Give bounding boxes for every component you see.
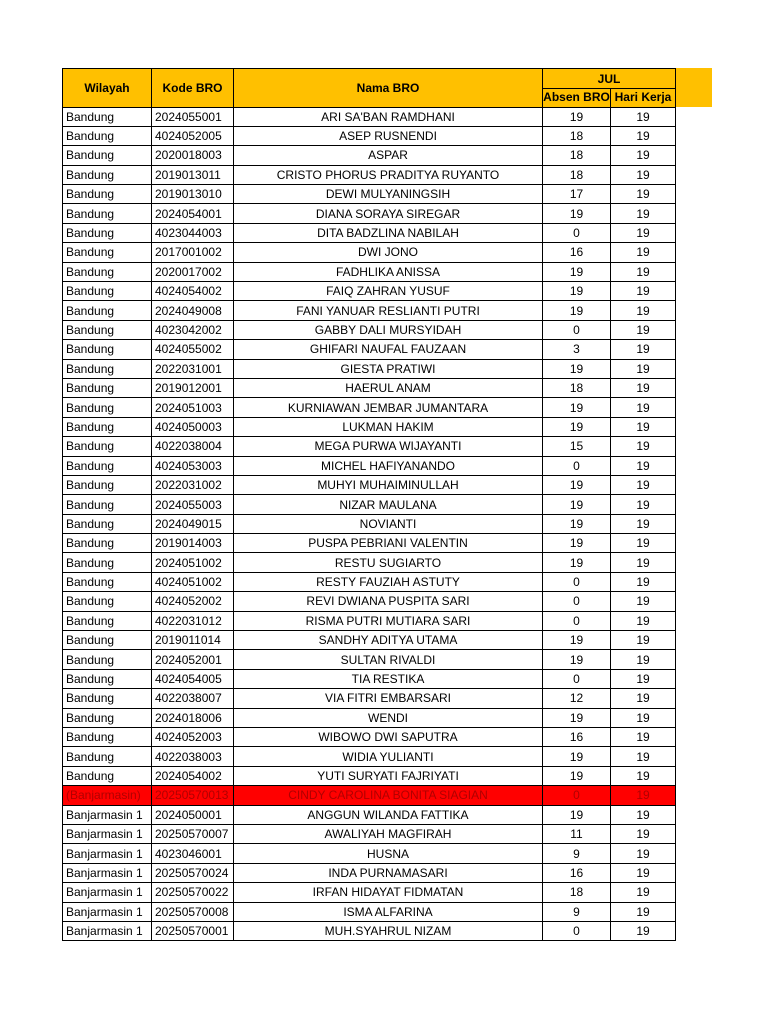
- cell-nama-bro[interactable]: NOVIANTI: [234, 514, 543, 533]
- table-row: [63, 282, 676, 301]
- cell-hari-kerja[interactable]: 19: [611, 883, 676, 902]
- table-row: [63, 572, 676, 591]
- table-row: [63, 631, 676, 650]
- cell-nama-bro[interactable]: SANDHY ADITYA UTAMA: [234, 631, 543, 650]
- cell-nama-bro[interactable]: IRFAN HIDAYAT FIDMATAN: [234, 883, 543, 902]
- attendance-table: [62, 68, 676, 941]
- cell-wilayah[interactable]: Bandung: [63, 165, 152, 184]
- cell-kode-bro[interactable]: 2024054001: [152, 204, 234, 223]
- cell-absen-bro[interactable]: 19: [543, 650, 611, 669]
- table-row: [63, 456, 676, 475]
- cell-hari-kerja[interactable]: 19: [611, 475, 676, 494]
- cell-absen-bro[interactable]: 9: [543, 844, 611, 863]
- cell-wilayah[interactable]: Bandung: [63, 689, 152, 708]
- cell-wilayah[interactable]: Bandung: [63, 126, 152, 145]
- cell-absen-bro[interactable]: 19: [543, 204, 611, 223]
- cell-wilayah[interactable]: Bandung: [63, 708, 152, 727]
- cell-absen-bro[interactable]: 19: [543, 534, 611, 553]
- cell-wilayah[interactable]: Bandung: [63, 456, 152, 475]
- cell-nama-bro[interactable]: DITA BADZLINA NABILAH: [234, 223, 543, 242]
- cell-absen-bro[interactable]: 19: [543, 495, 611, 514]
- cell-absen-bro[interactable]: 19: [543, 359, 611, 378]
- cell-nama-bro[interactable]: REVI DWIANA PUSPITA SARI: [234, 592, 543, 611]
- cell-hari-kerja[interactable]: 19: [611, 301, 676, 320]
- cell-wilayah[interactable]: Bandung: [63, 669, 152, 688]
- cell-wilayah[interactable]: Bandung: [63, 417, 152, 436]
- cell-absen-bro[interactable]: 0: [543, 456, 611, 475]
- cell-absen-bro[interactable]: 18: [543, 165, 611, 184]
- cell-wilayah[interactable]: Banjarmasin 1: [63, 863, 152, 882]
- table-row: [63, 669, 676, 688]
- header-wilayah[interactable]: Wilayah: [63, 69, 152, 108]
- cell-wilayah[interactable]: Bandung: [63, 650, 152, 669]
- table-row: [63, 708, 676, 727]
- cell-nama-bro[interactable]: SULTAN RIVALDI: [234, 650, 543, 669]
- cell-wilayah[interactable]: Bandung: [63, 766, 152, 785]
- header-nama-bro[interactable]: Nama BRO: [234, 69, 543, 108]
- table-row: [63, 320, 676, 339]
- table-row: [63, 650, 676, 669]
- cell-kode-bro[interactable]: 4023046001: [152, 844, 234, 863]
- cell-wilayah[interactable]: Bandung: [63, 185, 152, 204]
- cell-wilayah[interactable]: Bandung: [63, 475, 152, 494]
- cell-hari-kerja[interactable]: 19: [611, 553, 676, 572]
- table-row: [63, 301, 676, 320]
- cell-kode-bro[interactable]: 2019014003: [152, 534, 234, 553]
- table-row: [63, 824, 676, 843]
- cell-kode-bro[interactable]: 2019013010: [152, 185, 234, 204]
- cell-nama-bro[interactable]: ASPAR: [234, 146, 543, 165]
- cell-wilayah[interactable]: Bandung: [63, 592, 152, 611]
- cell-kode-bro[interactable]: 20250570001: [152, 921, 234, 940]
- cell-nama-bro[interactable]: MICHEL HAFIYANANDO: [234, 456, 543, 475]
- table-row: [63, 592, 676, 611]
- cell-wilayah[interactable]: Banjarmasin 1: [63, 805, 152, 824]
- cell-wilayah[interactable]: Bandung: [63, 107, 152, 126]
- cell-absen-bro[interactable]: 0: [543, 320, 611, 339]
- cell-kode-bro[interactable]: 2019011014: [152, 631, 234, 650]
- table-row: [63, 185, 676, 204]
- table-row: [63, 553, 676, 572]
- header-fill-extension: [676, 68, 712, 107]
- cell-absen-bro[interactable]: 19: [543, 417, 611, 436]
- cell-kode-bro[interactable]: 4024051002: [152, 572, 234, 591]
- table-row: [63, 475, 676, 494]
- cell-wilayah[interactable]: Bandung: [63, 728, 152, 747]
- cell-absen-bro[interactable]: 16: [543, 863, 611, 882]
- cell-hari-kerja[interactable]: 19: [611, 282, 676, 301]
- cell-absen-bro[interactable]: 17: [543, 185, 611, 204]
- cell-hari-kerja[interactable]: 19: [611, 437, 676, 456]
- cell-hari-kerja[interactable]: 19: [611, 786, 676, 805]
- cell-hari-kerja[interactable]: 19: [611, 359, 676, 378]
- cell-absen-bro[interactable]: 19: [543, 398, 611, 417]
- cell-kode-bro[interactable]: 2024055001: [152, 107, 234, 126]
- cell-wilayah[interactable]: Bandung: [63, 747, 152, 766]
- cell-absen-bro[interactable]: 19: [543, 708, 611, 727]
- table-row: [63, 262, 676, 281]
- cell-wilayah[interactable]: Bandung: [63, 223, 152, 242]
- cell-hari-kerja[interactable]: 19: [611, 747, 676, 766]
- cell-hari-kerja[interactable]: 19: [611, 495, 676, 514]
- cell-wilayah[interactable]: Bandung: [63, 631, 152, 650]
- cell-absen-bro[interactable]: 18: [543, 378, 611, 397]
- cell-nama-bro[interactable]: LUKMAN HAKIM: [234, 417, 543, 436]
- cell-nama-bro[interactable]: ANGGUN WILANDA FATTIKA: [234, 805, 543, 824]
- table-row: [63, 146, 676, 165]
- cell-hari-kerja[interactable]: 19: [611, 669, 676, 688]
- table-row: [63, 204, 676, 223]
- cell-nama-bro[interactable]: RESTU SUGIARTO: [234, 553, 543, 572]
- cell-nama-bro[interactable]: RESTY FAUZIAH ASTUTY: [234, 572, 543, 591]
- table-row: [63, 902, 676, 921]
- cell-kode-bro[interactable]: 4023042002: [152, 320, 234, 339]
- cell-absen-bro[interactable]: 19: [543, 514, 611, 533]
- cell-hari-kerja[interactable]: 19: [611, 844, 676, 863]
- cell-wilayah[interactable]: Bandung: [63, 534, 152, 553]
- cell-hari-kerja[interactable]: 19: [611, 631, 676, 650]
- table-row: [63, 340, 676, 359]
- cell-wilayah[interactable]: Bandung: [63, 146, 152, 165]
- cell-wilayah[interactable]: Bandung: [63, 437, 152, 456]
- header-kode-bro[interactable]: Kode BRO: [152, 69, 234, 108]
- cell-absen-bro[interactable]: 19: [543, 631, 611, 650]
- cell-kode-bro[interactable]: 4023044003: [152, 223, 234, 242]
- cell-hari-kerja[interactable]: 19: [611, 262, 676, 281]
- cell-nama-bro[interactable]: DIANA SORAYA SIREGAR: [234, 204, 543, 223]
- cell-hari-kerja[interactable]: 19: [611, 766, 676, 785]
- cell-wilayah[interactable]: Banjarmasin 1: [63, 824, 152, 843]
- table-row: [63, 223, 676, 242]
- cell-hari-kerja[interactable]: 19: [611, 146, 676, 165]
- table-row: [63, 611, 676, 630]
- cell-absen-bro[interactable]: 0: [543, 669, 611, 688]
- cell-wilayah[interactable]: Bandung: [63, 495, 152, 514]
- cell-kode-bro[interactable]: 2019013011: [152, 165, 234, 184]
- cell-absen-bro[interactable]: 19: [543, 107, 611, 126]
- table-row: [63, 844, 676, 863]
- cell-kode-bro[interactable]: 4024055002: [152, 340, 234, 359]
- cell-absen-bro[interactable]: 0: [543, 921, 611, 940]
- cell-absen-bro[interactable]: 19: [543, 747, 611, 766]
- cell-kode-bro[interactable]: 4022031012: [152, 611, 234, 630]
- cell-absen-bro[interactable]: 0: [543, 592, 611, 611]
- cell-hari-kerja[interactable]: 19: [611, 708, 676, 727]
- cell-absen-bro[interactable]: 3: [543, 340, 611, 359]
- cell-nama-bro[interactable]: ARI SA'BAN RAMDHANI: [234, 107, 543, 126]
- cell-nama-bro[interactable]: WIBOWO DWI SAPUTRA: [234, 728, 543, 747]
- cell-kode-bro[interactable]: 4024052005: [152, 126, 234, 145]
- cell-wilayah[interactable]: Bandung: [63, 553, 152, 572]
- cell-nama-bro[interactable]: WENDI: [234, 708, 543, 727]
- cell-nama-bro[interactable]: KURNIAWAN JEMBAR JUMANTARA: [234, 398, 543, 417]
- cell-hari-kerja[interactable]: 19: [611, 398, 676, 417]
- cell-hari-kerja[interactable]: 19: [611, 650, 676, 669]
- cell-hari-kerja[interactable]: 19: [611, 592, 676, 611]
- cell-kode-bro[interactable]: 20250570013: [152, 786, 234, 805]
- cell-kode-bro[interactable]: 2022031001: [152, 359, 234, 378]
- table-row: [63, 921, 676, 940]
- cell-hari-kerja[interactable]: 19: [611, 534, 676, 553]
- cell-kode-bro[interactable]: 2019012001: [152, 378, 234, 397]
- table-row: [63, 883, 676, 902]
- cell-kode-bro[interactable]: 2022031002: [152, 475, 234, 494]
- cell-kode-bro[interactable]: 4022038004: [152, 437, 234, 456]
- cell-kode-bro[interactable]: 2024051002: [152, 553, 234, 572]
- cell-nama-bro[interactable]: GIESTA PRATIWI: [234, 359, 543, 378]
- table-row: [63, 863, 676, 882]
- header-row: [63, 69, 676, 89]
- cell-wilayah[interactable]: Bandung: [63, 359, 152, 378]
- cell-wilayah[interactable]: (Banjarmasin): [63, 786, 152, 805]
- cell-wilayah[interactable]: Bandung: [63, 282, 152, 301]
- table-row: [63, 534, 676, 553]
- cell-kode-bro[interactable]: 2024018006: [152, 708, 234, 727]
- cell-absen-bro[interactable]: 19: [543, 553, 611, 572]
- cell-nama-bro[interactable]: ASEP RUSNENDI: [234, 126, 543, 145]
- cell-kode-bro[interactable]: 2024050001: [152, 805, 234, 824]
- table-row: [63, 165, 676, 184]
- cell-kode-bro[interactable]: 2020018003: [152, 146, 234, 165]
- cell-wilayah[interactable]: Bandung: [63, 243, 152, 262]
- cell-absen-bro[interactable]: 18: [543, 126, 611, 145]
- cell-absen-bro[interactable]: 0: [543, 223, 611, 242]
- cell-absen-bro[interactable]: 0: [543, 786, 611, 805]
- cell-absen-bro[interactable]: 19: [543, 766, 611, 785]
- cell-hari-kerja[interactable]: 19: [611, 378, 676, 397]
- table-row: [63, 514, 676, 533]
- cell-absen-bro[interactable]: 19: [543, 301, 611, 320]
- cell-hari-kerja[interactable]: 19: [611, 320, 676, 339]
- cell-nama-bro[interactable]: INDA PURNAMASARI: [234, 863, 543, 882]
- cell-hari-kerja[interactable]: 19: [611, 126, 676, 145]
- cell-nama-bro[interactable]: FAIQ ZAHRAN YUSUF: [234, 282, 543, 301]
- cell-hari-kerja[interactable]: 19: [611, 243, 676, 262]
- cell-hari-kerja[interactable]: 19: [611, 204, 676, 223]
- cell-absen-bro[interactable]: 19: [543, 262, 611, 281]
- cell-kode-bro[interactable]: 4022038003: [152, 747, 234, 766]
- cell-absen-bro[interactable]: 16: [543, 243, 611, 262]
- cell-wilayah[interactable]: Bandung: [63, 398, 152, 417]
- cell-absen-bro[interactable]: 16: [543, 728, 611, 747]
- cell-kode-bro[interactable]: 4024054005: [152, 669, 234, 688]
- cell-nama-bro[interactable]: CRISTO PHORUS PRADITYA RUYANTO: [234, 165, 543, 184]
- cell-wilayah[interactable]: Bandung: [63, 340, 152, 359]
- cell-kode-bro[interactable]: 20250570008: [152, 902, 234, 921]
- cell-kode-bro[interactable]: 2024051003: [152, 398, 234, 417]
- cell-wilayah[interactable]: Banjarmasin 1: [63, 921, 152, 940]
- cell-hari-kerja[interactable]: 19: [611, 223, 676, 242]
- table-row: [63, 378, 676, 397]
- cell-kode-bro[interactable]: 20250570022: [152, 883, 234, 902]
- cell-hari-kerja[interactable]: 19: [611, 728, 676, 747]
- table-row: [63, 437, 676, 456]
- cell-nama-bro[interactable]: YUTI SURYATI FAJRIYATI: [234, 766, 543, 785]
- cell-kode-bro[interactable]: 2017001002: [152, 243, 234, 262]
- cell-nama-bro[interactable]: WIDIA YULIANTI: [234, 747, 543, 766]
- cell-kode-bro[interactable]: 2024049008: [152, 301, 234, 320]
- cell-wilayah[interactable]: Banjarmasin 1: [63, 844, 152, 863]
- cell-hari-kerja[interactable]: 19: [611, 921, 676, 940]
- cell-kode-bro[interactable]: 20250570007: [152, 824, 234, 843]
- cell-nama-bro[interactable]: TIA RESTIKA: [234, 669, 543, 688]
- cell-wilayah[interactable]: Bandung: [63, 514, 152, 533]
- cell-hari-kerja[interactable]: 19: [611, 340, 676, 359]
- spreadsheet: [62, 68, 676, 941]
- cell-hari-kerja[interactable]: 19: [611, 165, 676, 184]
- cell-wilayah[interactable]: Bandung: [63, 378, 152, 397]
- cell-wilayah[interactable]: Banjarmasin 1: [63, 902, 152, 921]
- table-row: [63, 126, 676, 145]
- cell-hari-kerja[interactable]: 19: [611, 456, 676, 475]
- table-row: [63, 398, 676, 417]
- cell-nama-bro[interactable]: GABBY DALI MURSYIDAH: [234, 320, 543, 339]
- cell-absen-bro[interactable]: 0: [543, 572, 611, 591]
- cell-kode-bro[interactable]: 2024054002: [152, 766, 234, 785]
- cell-kode-bro[interactable]: 2024055003: [152, 495, 234, 514]
- table-row: [63, 359, 676, 378]
- cell-kode-bro[interactable]: 4024053003: [152, 456, 234, 475]
- cell-wilayah[interactable]: Banjarmasin 1: [63, 883, 152, 902]
- cell-hari-kerja[interactable]: 19: [611, 689, 676, 708]
- cell-hari-kerja[interactable]: 19: [611, 824, 676, 843]
- cell-hari-kerja[interactable]: 19: [611, 107, 676, 126]
- cell-nama-bro[interactable]: MUHYI MUHAIMINULLAH: [234, 475, 543, 494]
- cell-kode-bro[interactable]: 2024049015: [152, 514, 234, 533]
- cell-kode-bro[interactable]: 2020017002: [152, 262, 234, 281]
- cell-hari-kerja[interactable]: 19: [611, 805, 676, 824]
- cell-nama-bro[interactable]: MUH.SYAHRUL NIZAM: [234, 921, 543, 940]
- cell-nama-bro[interactable]: AWALIYAH MAGFIRAH: [234, 824, 543, 843]
- cell-absen-bro[interactable]: 18: [543, 146, 611, 165]
- cell-hari-kerja[interactable]: 19: [611, 572, 676, 591]
- table-row: [63, 786, 676, 805]
- cell-absen-bro[interactable]: 0: [543, 611, 611, 630]
- cell-absen-bro[interactable]: 19: [543, 282, 611, 301]
- table-row: [63, 766, 676, 785]
- cell-hari-kerja[interactable]: 19: [611, 902, 676, 921]
- cell-nama-bro[interactable]: FANI YANUAR RESLIANTI PUTRI: [234, 301, 543, 320]
- cell-hari-kerja[interactable]: 19: [611, 514, 676, 533]
- cell-hari-kerja[interactable]: 19: [611, 863, 676, 882]
- cell-kode-bro[interactable]: 4024050003: [152, 417, 234, 436]
- table-row: [63, 495, 676, 514]
- cell-wilayah[interactable]: Bandung: [63, 262, 152, 281]
- cell-absen-bro[interactable]: 11: [543, 824, 611, 843]
- cell-kode-bro[interactable]: 2024052001: [152, 650, 234, 669]
- table-row: [63, 417, 676, 436]
- cell-kode-bro[interactable]: 4024054002: [152, 282, 234, 301]
- cell-kode-bro[interactable]: 4024052002: [152, 592, 234, 611]
- cell-nama-bro[interactable]: MEGA PURWA WIJAYANTI: [234, 437, 543, 456]
- cell-wilayah[interactable]: Bandung: [63, 301, 152, 320]
- cell-wilayah[interactable]: Bandung: [63, 320, 152, 339]
- cell-wilayah[interactable]: Bandung: [63, 204, 152, 223]
- cell-nama-bro[interactable]: VIA FITRI EMBARSARI: [234, 689, 543, 708]
- cell-nama-bro[interactable]: DWI JONO: [234, 243, 543, 262]
- cell-nama-bro[interactable]: HUSNA: [234, 844, 543, 863]
- cell-nama-bro[interactable]: DEWI MULYANINGSIH: [234, 185, 543, 204]
- cell-absen-bro[interactable]: 18: [543, 883, 611, 902]
- table-row: [63, 728, 676, 747]
- cell-nama-bro[interactable]: RISMA PUTRI MUTIARA SARI: [234, 611, 543, 630]
- cell-absen-bro[interactable]: 15: [543, 437, 611, 456]
- header-hari-kerja[interactable]: Hari Kerja: [611, 89, 676, 108]
- cell-kode-bro[interactable]: 20250570024: [152, 863, 234, 882]
- table-row: [63, 243, 676, 262]
- cell-nama-bro[interactable]: PUSPA PEBRIANI VALENTIN: [234, 534, 543, 553]
- table-row: [63, 805, 676, 824]
- header-absen-bro[interactable]: Absen BRO: [543, 89, 611, 108]
- cell-kode-bro[interactable]: 4024052003: [152, 728, 234, 747]
- cell-wilayah[interactable]: Bandung: [63, 572, 152, 591]
- cell-hari-kerja[interactable]: 19: [611, 611, 676, 630]
- cell-absen-bro[interactable]: 19: [543, 805, 611, 824]
- cell-nama-bro[interactable]: HAERUL ANAM: [234, 378, 543, 397]
- cell-nama-bro[interactable]: CINDY CAROLINA BONITA SIAGIAN: [234, 786, 543, 805]
- cell-kode-bro[interactable]: 4022038007: [152, 689, 234, 708]
- cell-nama-bro[interactable]: NIZAR MAULANA: [234, 495, 543, 514]
- table-body: [63, 107, 676, 941]
- table-row: [63, 107, 676, 126]
- table-row: [63, 747, 676, 766]
- table-row: [63, 689, 676, 708]
- cell-absen-bro[interactable]: 12: [543, 689, 611, 708]
- cell-absen-bro[interactable]: 19: [543, 475, 611, 494]
- cell-hari-kerja[interactable]: 19: [611, 185, 676, 204]
- cell-wilayah[interactable]: Bandung: [63, 611, 152, 630]
- cell-nama-bro[interactable]: FADHLIKA ANISSA: [234, 262, 543, 281]
- cell-nama-bro[interactable]: GHIFARI NAUFAL FAUZAAN: [234, 340, 543, 359]
- cell-absen-bro[interactable]: 9: [543, 902, 611, 921]
- cell-nama-bro[interactable]: ISMA ALFARINA: [234, 902, 543, 921]
- header-month[interactable]: JUL: [543, 69, 676, 89]
- cell-hari-kerja[interactable]: 19: [611, 417, 676, 436]
